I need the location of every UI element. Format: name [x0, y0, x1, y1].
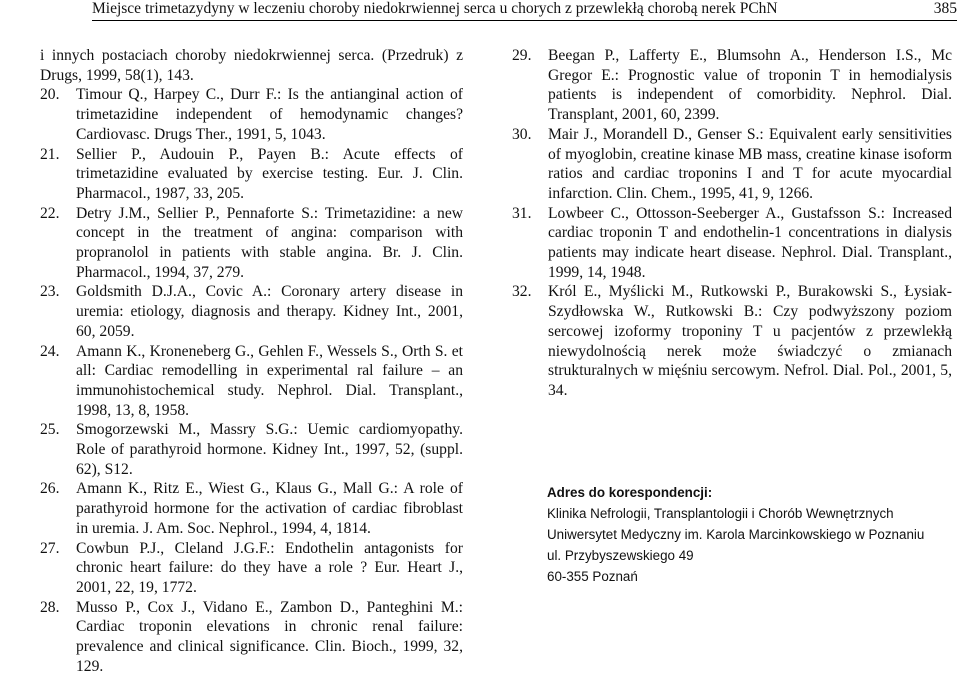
reference-text: Musso P., Cox J., Vidano E., Zambon D., Panteghini M.: Cardiac troponin elevations in chronic renal failure: prevalence and clinical significance. Clin. Bioch., 1999, 32, 129. — [76, 598, 463, 675]
reference-number: 32. — [512, 283, 532, 301]
reference-item — [512, 282, 952, 400]
reference-item — [512, 46, 952, 125]
reference-text: Detry J.M., Sellier P., Pennaforte S.: Trimetazidine: a new concept in the treatment of angina: comparison with propranolol in patients with stable angina. Br. J. Clin. Pharmacol., 1994, 37, 279. — [76, 204, 463, 281]
correspondence-address — [547, 482, 924, 587]
reference-item — [40, 204, 463, 283]
reference-number: 24. — [40, 342, 60, 360]
reference-text: Król E., Myślicki M., Rutkowski P., Burakowski S., Łysiak-Szydłowska W., Rutkowski B.: Czy podwyższony poziom sercowej izoformy troponiny T u pacjentów z przewlekłą niewydolnością nerek może świadczyć o zmianach strukturalnych w mięśniu sercowym. Nefrol. Dial. Pol., 2001, 5, 34. — [548, 283, 952, 399]
reference-number: 22. — [40, 204, 60, 222]
reference-text: Smogorzewski M., Massry S.G.: Uemic cardiomyopathy. Role of parathyroid hormone. Kidney Int., 1997, 52, (suppl. 62), S12. — [76, 421, 463, 478]
reference-number: 21. — [40, 145, 60, 163]
address-line: 60-355 Poznań — [547, 569, 638, 584]
reference-number: 27. — [40, 539, 60, 557]
reference-text: Mair J., Morandell D., Genser S.: Equivalent early sensitivities of myoglobin, creatine kinase MB mass, creatine kinase isoform ratios and cardiac troponins I and T for acute myocardial infarction. Clin. Chem., 1995, 41, 9, 1266. — [548, 125, 952, 202]
reference-number: 23. — [40, 283, 60, 301]
address-line: ul. Przybyszewskiego 49 — [547, 548, 694, 563]
address-heading: Adres do korespondencji: — [547, 485, 713, 500]
reference-number: 30. — [512, 125, 532, 143]
reference-number: 20. — [40, 86, 60, 104]
reference-number: 29. — [512, 47, 532, 64]
page-number: 385 — [933, 0, 957, 17]
reference-item — [40, 420, 463, 479]
reference-number: 31. — [512, 204, 532, 222]
reference-text: Timour Q., Harpey C., Durr F.: Is the antianginal action of trimetazidine independent of hemodynamic changes? Cardiovasc. Drugs Ther., 1991, 5, 1043. — [76, 86, 463, 143]
left-reference-list — [40, 85, 463, 676]
right-reference-list — [512, 46, 952, 401]
reference-text: Goldsmith D.J.A., Covic A.: Coronary artery disease in uremia: etiology, diagnosis and therapy. Kidney Int., 2001, 60, 2059. — [76, 283, 463, 340]
reference-text: Amann K., Kroneneberg G., Gehlen F., Wessels S., Orth S. et all: Cardiac remodelling in experimental ral failure – an immunohistochemical study. Nephrol. Dial. Transplant., 1998, 13, 8, 1958. — [76, 342, 463, 419]
reference-text: Sellier P., Audouin P., Payen B.: Acute effects of trimetazidine evaluated by exercise testing. Eur. J. Clin. Pharmacol., 1987, 33, 205. — [76, 145, 463, 202]
continued-reference: i innych postaciach choroby niedokrwiennej serca. (Przedruk) z Drugs, 1999, 58(1), 143. — [40, 47, 463, 84]
reference-item — [40, 85, 463, 144]
running-title: Miejsce trimetazydyny w leczeniu choroby niedokrwiennej serca u chorych z przewlekłą chorobą nerek PChN — [92, 0, 778, 17]
reference-number: 28. — [40, 598, 60, 616]
reference-text: Lowbeer C., Ottosson-Seeberger A., Gustafsson S.: Increased cardiac troponin T and endothelin-1 concentrations in dialysis patients may indicate heart disease. Nephrol. Dial. Transplant., 1999, 14, 1948. — [548, 204, 952, 281]
reference-item — [512, 204, 952, 283]
left-column — [40, 46, 463, 677]
address-line: Uniwersytet Medyczny im. Karola Marcinkowskiego w Poznaniu — [547, 527, 925, 542]
reference-item — [40, 282, 463, 341]
reference-text: Amann K., Ritz E., Wiest G., Klaus G., Mall G.: A role of parathyroid hormone for the activation of cardiac fibroblast in uremia. J. Am. Soc. Nephrol., 1994, 4, 1814. — [76, 480, 463, 537]
reference-text: Cowbun P.J., Cleland J.G.F.: Endothelin antagonists for chronic heart failure: do they have a role ? Eur. Heart J., 2001, 22, 19, 1772. — [76, 539, 463, 596]
reference-item — [40, 598, 463, 677]
reference-item — [512, 125, 952, 204]
running-header — [92, 0, 957, 21]
reference-item — [40, 145, 463, 204]
reference-number: 25. — [40, 421, 60, 439]
reference-number: 26. — [40, 480, 60, 498]
reference-item — [40, 539, 463, 598]
reference-item — [40, 342, 463, 421]
reference-item — [40, 479, 463, 538]
right-column — [512, 46, 952, 401]
reference-text: Beegan P., Lafferty E., Blumsohn A., Henderson I.S., Mc Gregor E.: Prognostic value of troponin T in hemodialysis patients is independent of comorbidity. Nephrol. Dial. Transplant, 2001, 60, 2399. — [548, 47, 952, 124]
address-line: Klinika Nefrologii, Transplantologii i Chorób Wewnętrznych — [547, 506, 894, 521]
